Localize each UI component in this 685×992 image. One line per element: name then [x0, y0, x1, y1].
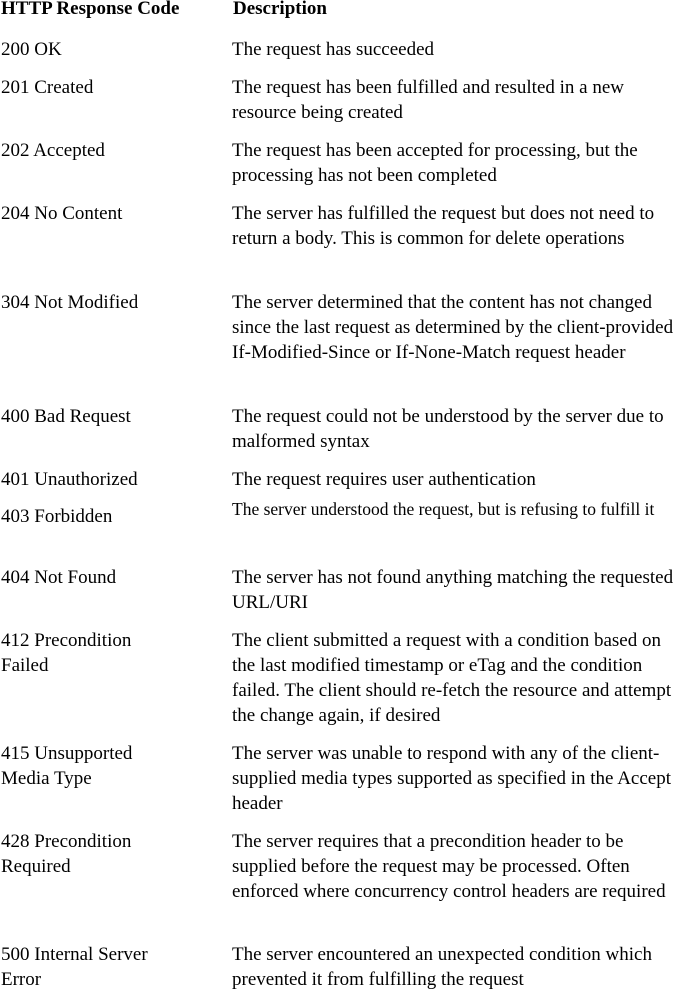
column-header-description: Description: [233, 0, 327, 19]
response-code: 428 Precondition Required: [1, 831, 132, 877]
response-code: 200 OK: [1, 39, 62, 60]
response-description: The server understood the request, but is refusing to fulfill it: [232, 499, 655, 519]
response-code: 404 Not Found: [1, 567, 117, 588]
response-description: The server requires that a precondition header to be supplied before the request may be processed. Often enforced where concurrency control headers are required: [232, 831, 666, 902]
response-description: The server was unable to respond with any of the client-supplied media types supported as specified in the Accept header: [232, 743, 671, 814]
response-code: 202 Accepted: [1, 140, 105, 161]
response-code: 500 Internal Server Error: [1, 944, 148, 990]
response-description: The request has been fulfilled and resulted in a new resource being created: [232, 77, 624, 123]
column-header-code: HTTP Response Code: [1, 0, 180, 19]
response-code: 304 Not Modified: [1, 292, 139, 313]
response-code: 401 Unauthorized: [1, 469, 138, 490]
response-description: The server has not found anything matching the requested URL/URI: [232, 567, 674, 613]
response-code: 201 Created: [1, 77, 94, 98]
response-code: 400 Bad Request: [1, 406, 131, 427]
response-description: The server has fulfilled the request but does not need to return a body. This is common for delete operations: [232, 203, 655, 249]
response-code: 204 No Content: [1, 203, 123, 224]
response-description: The server encountered an unexpected condition which prevented it from fulfilling the request: [232, 944, 652, 990]
response-description: The request requires user authentication: [232, 469, 536, 490]
response-description: The request has been accepted for processing, but the processing has not been completed: [232, 140, 638, 186]
response-code: 403 Forbidden: [1, 506, 113, 527]
response-code: 415 Unsupported Media Type: [1, 743, 133, 789]
response-code: 412 Precondition Failed: [1, 630, 132, 676]
response-description: The server determined that the content has not changed since the last request as determined by the client-provided If-Modified-Since or If-None-Match request header: [232, 292, 674, 363]
response-description: The request has succeeded: [232, 39, 435, 60]
response-description: The client submitted a request with a condition based on the last modified timestamp or eTag and the condition failed. The client should re-fetch the resource and attempt the change again, if desired: [232, 630, 672, 726]
response-description: The request could not be understood by the server due to malformed syntax: [232, 406, 664, 452]
